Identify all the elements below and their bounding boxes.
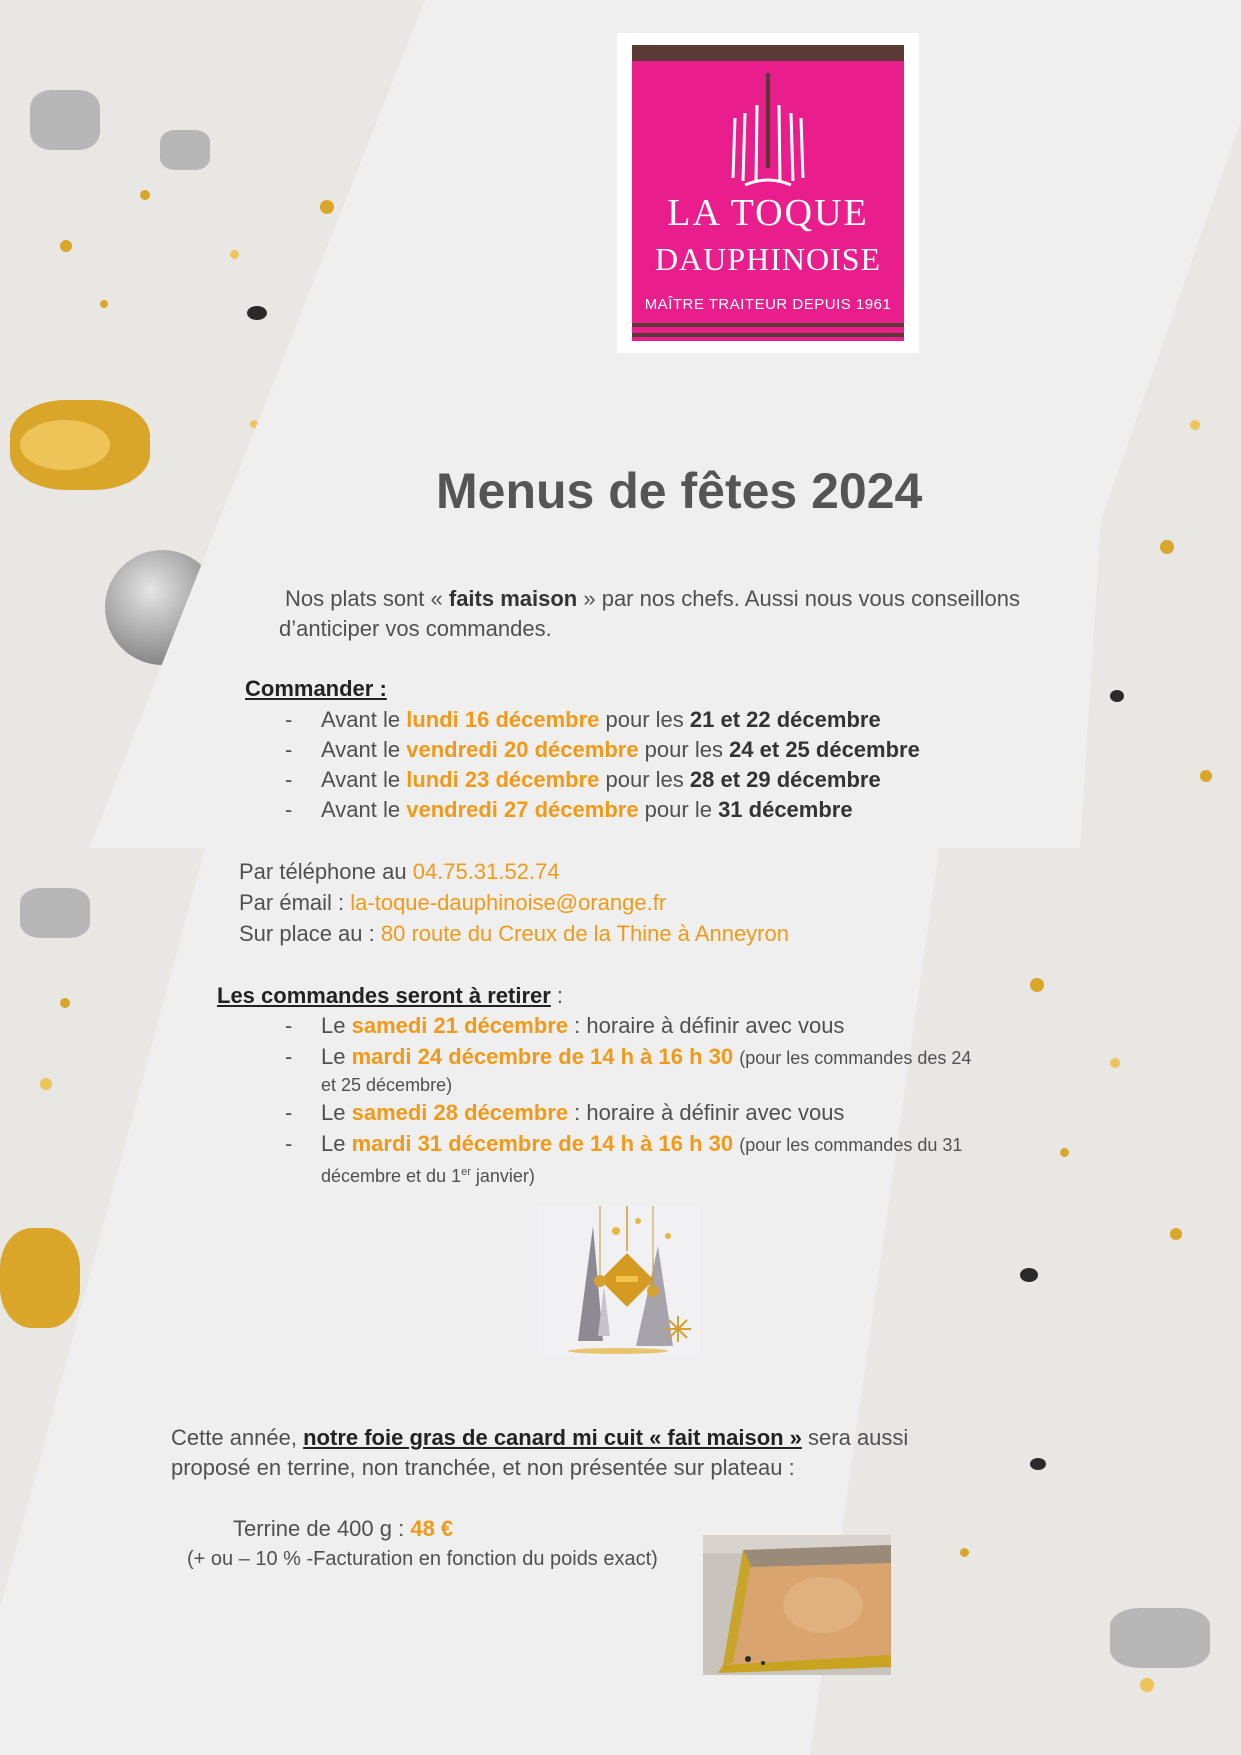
order-item-2: - Avant le vendredi 20 décembre pour les 24 et 25 décembre <box>285 737 920 762</box>
christmas-ornaments-icon <box>538 1206 700 1356</box>
contact-place: Sur place au : 80 route du Creux de la Thine à Anneyron <box>239 921 789 946</box>
logo-line3: MAÎTRE TRAITEUR DEPUIS 1961 <box>644 296 892 313</box>
pickup-item-1: - Le samedi 21 décembre : horaire à définir avec vous <box>285 1013 845 1038</box>
terrine-price: 48 € <box>410 1516 454 1541</box>
decor-top-right <box>1080 120 1241 848</box>
email-link[interactable]: la-toque-dauphinoise@orange.fr <box>350 890 667 915</box>
terrine-price-line: Terrine de 400 g : 48 € <box>233 1516 454 1541</box>
order-item-3: - Avant le lundi 23 décembre pour les 28 et 29 décembre <box>285 767 881 792</box>
decor-bottom-left <box>0 848 205 1608</box>
foie-line1: Cette année, notre foie gras de canard mi cuit « fait maison » sera aussi <box>171 1425 909 1450</box>
pickup-item-2: - Le mardi 24 décembre de 14 h à 16 h 30 (pour les commandes des 24 <box>285 1044 972 1069</box>
pickup-item-4-note: décembre et du 1er janvier) <box>321 1166 535 1186</box>
intro-line2: d’anticiper vos commandes. <box>279 616 552 641</box>
pickup-item-2-note: et 25 décembre) <box>321 1075 453 1095</box>
chef-toque-logo-icon <box>617 33 919 193</box>
logo-line1: LA TOQUE <box>667 192 869 234</box>
address-link[interactable]: 80 route du Creux de la Thine à Anneyron <box>380 921 789 946</box>
logo <box>617 33 919 353</box>
pickup-item-4: - Le mardi 31 décembre de 14 h à 16 h 30 (pour les commandes du 31 <box>285 1131 963 1156</box>
intro-line1: Nos plats sont « faits maison » par nos chefs. Aussi nous vous conseillons <box>285 586 1020 611</box>
pickup-item-3: - Le samedi 28 décembre : horaire à définir avec vous <box>285 1100 845 1125</box>
logo-bottom-bar-2 <box>632 333 904 337</box>
page-title: Menus de fêtes 2024 <box>436 463 923 519</box>
foie-line2: proposé en terrine, non tranchée, et non présentée sur plateau : <box>171 1455 795 1480</box>
order-item-1: - Avant le lundi 16 décembre pour les 21 et 22 décembre <box>285 707 881 732</box>
foie-gras-terrine-icon <box>703 1535 891 1675</box>
phone-link[interactable]: 04.75.31.52.74 <box>412 859 560 884</box>
order-heading: Commander : <box>245 676 387 701</box>
contact-phone: Par téléphone au 04.75.31.52.74 <box>239 859 560 884</box>
logo-line2: DAUPHINOISE <box>654 241 882 277</box>
order-item-4: - Avant le vendredi 27 décembre pour le 31 décembre <box>285 797 853 822</box>
terrine-note: (+ ou – 10 % -Facturation en fonction du poids exact) <box>187 1548 658 1570</box>
pickup-heading: Les commandes seront à retirer : <box>217 983 564 1008</box>
logo-bottom-bar-1 <box>632 323 904 327</box>
contact-email: Par émail : la-toque-dauphinoise@orange.fr <box>239 890 667 915</box>
